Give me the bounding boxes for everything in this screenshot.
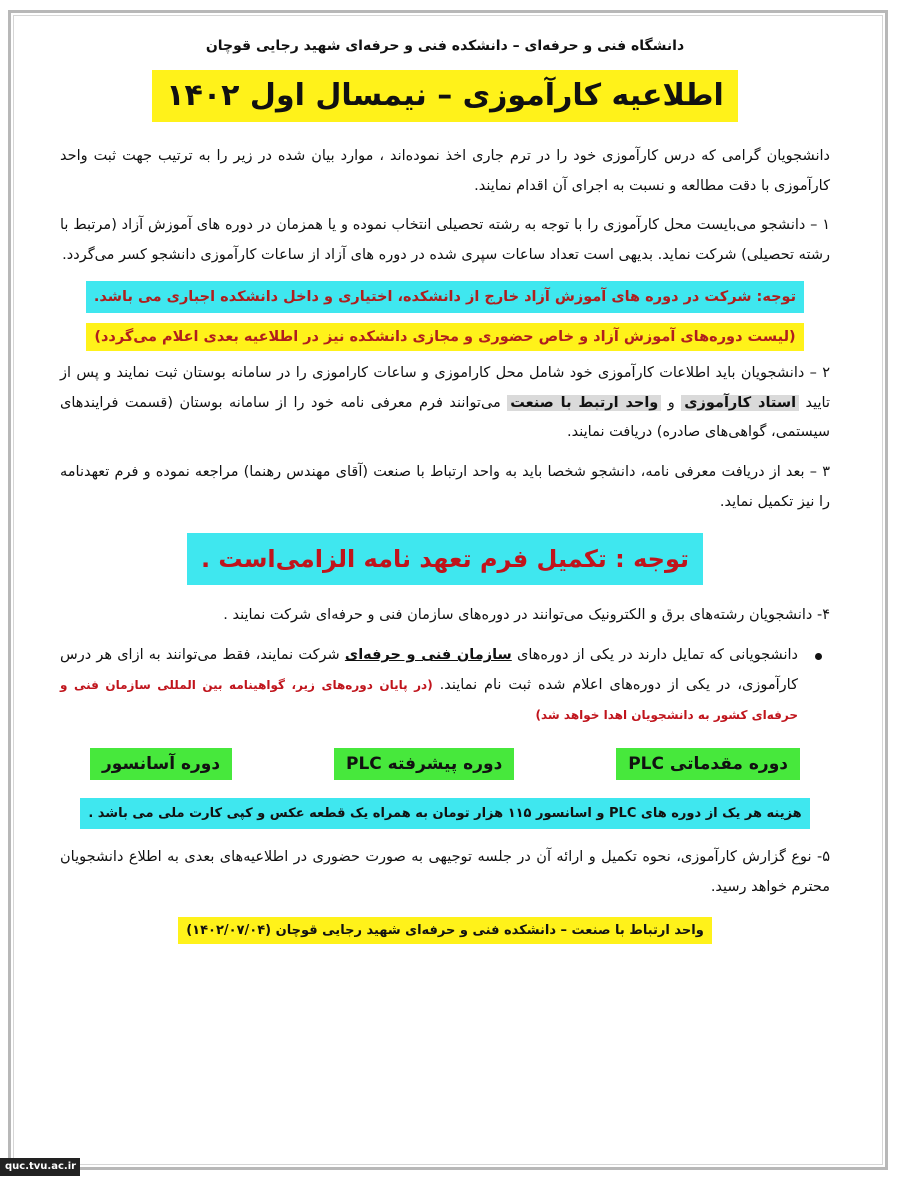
title-wrap — [60, 70, 830, 122]
item-2-part2: می‌توانند فرم معرفی نامه خود را از سامانه بوستان (قسمت فرایندهای سیستمی، گواهی‌های صادره) دریافت نمایند. — [60, 394, 830, 441]
commitment-form-note: توجه : تکمیل فرم تعهد نامه الزامی‌است . — [187, 533, 703, 585]
bullet-paragraph — [60, 641, 798, 730]
intro-paragraph: دانشجویان گرامی که درس کارآموزی خود را در ترم جاری اخذ نموده‌اند ، موارد بیان شده در زیر را به ترتیب جهت ثبت واحد کارآموزی با دقت مطالعه و نسبت به اجرای آن اقدام نمایند. — [60, 148, 830, 194]
course-list — [90, 748, 800, 780]
announcement-title: اطلاعیه کارآموزی – نیمسال اول ۱۴۰۲ — [152, 70, 738, 122]
site-watermark: quc.tvu.ac.ir — [0, 1158, 80, 1176]
university-header: دانشگاه فنی و حرفه‌ای – دانشکده فنی و حرفه‌ای شهید رجایی قوچان — [205, 38, 685, 54]
bullet-organization: سازمان فنی و حرفه‌ای — [344, 647, 512, 664]
fee-wrap — [60, 798, 830, 829]
item-2-part1: ۲ – دانشجویان باید اطلاعات کارآموزی خود شامل محل کاراموزی و ساعات کاراموزی را در سامانه بوستان ثبت نمایند و پس از تایید — [60, 364, 830, 411]
note-cyan-wrap — [60, 281, 830, 313]
item-3-paragraph: ۳ – بعد از دریافت معرفی نامه، دانشجو شخصا باید به واحد ارتباط با صنعت (آقای مهندس رهنما) مراجعه نموده و فرم تعهدنامه را نیز تکمیل نماید. — [60, 464, 830, 510]
note-course-list: (لیست دوره‌های آموزش آزاد و خاص حضوری و مجازی دانشکده نیز در اطلاعیه بعدی اعلام می‌گردد) — [86, 323, 803, 351]
footer-signature: واحد ارتباط با صنعت – دانشکده فنی و حرفه‌ای شهید رجایی قوچان (۱۴۰۲/۰۷/۰۴) — [178, 917, 712, 944]
note-yellow-wrap — [60, 323, 830, 351]
bullet-part2: شرکت نمایند، فقط می‌توانند به ازای هر درس کارآموزی، در یکی از دوره‌های اعلام شده ثبت نام نمایند. — [60, 647, 798, 693]
course-plc-basic: دوره مقدماتی PLC — [616, 748, 800, 780]
item-2-industry-unit: واحد ارتبط با صنعت — [507, 395, 661, 411]
note-optional-courses: توجه: شرکت در دوره های آموزش آزاد خارج از دانشکده، اختیاری و داخل دانشکده اجباری می باشد. — [86, 281, 804, 313]
item-4-paragraph: ۴- دانشجویان رشته‌های برق و الکترونیک می‌توانند در دوره‌های سازمان فنی و حرفه‌ای شرکت نمایند . — [223, 607, 830, 624]
footer-wrap — [60, 917, 830, 944]
item-2-and: و — [661, 394, 682, 411]
item-5-paragraph: ۵- نوع گزارش کارآموزی، نحوه تکمیل و ارائه آن در جلسه توجیهی به صورت حضوری در اطلاعیه‌های بعدی به اطلاع دانشجویان محترم خواهد رسید. — [60, 849, 830, 896]
course-plc-advanced: دوره پیشرفته PLC — [334, 748, 514, 780]
announcement-page — [60, 38, 830, 944]
item-2-paragraph — [60, 359, 830, 448]
course-fee-note: هزینه هر یک از دوره های PLC و اسانسور ۱۱۵ هزار تومان به همراه یک قطعه عکس و کپی کارت ملی می باشد . — [80, 798, 809, 829]
item-1-paragraph: ۱ – دانشجو می‌بایست محل کارآموزی را با توجه به رشته تحصیلی انتخاب نموده و یا همزمان در دوره های آموزش آزاد (مرتبط با رشته تحصیلی) شرکت نماید. بدیهی است تعداد ساعات سپری شده در دوره های آزاد از ساعات کارآموزی دانشجو کسر می‌گردد. — [60, 217, 830, 264]
course-elevator: دوره آسانسور — [90, 748, 232, 780]
bullet-certificate-note: (در پایان دوره‌های زیر، گواهینامه بین المللی سازمان فنی و حرفه‌ای کشور به دانشجویان اهدا خواهد شد) — [60, 677, 798, 722]
bullet-dot-icon — [815, 653, 822, 660]
bullet-part1: دانشجویانی که تمایل دارند در یکی از دوره‌های — [511, 647, 799, 664]
big-note-wrap — [60, 533, 830, 585]
item-2-supervisor: استاد کارآموزی — [681, 395, 799, 411]
bullet-item — [60, 641, 830, 730]
